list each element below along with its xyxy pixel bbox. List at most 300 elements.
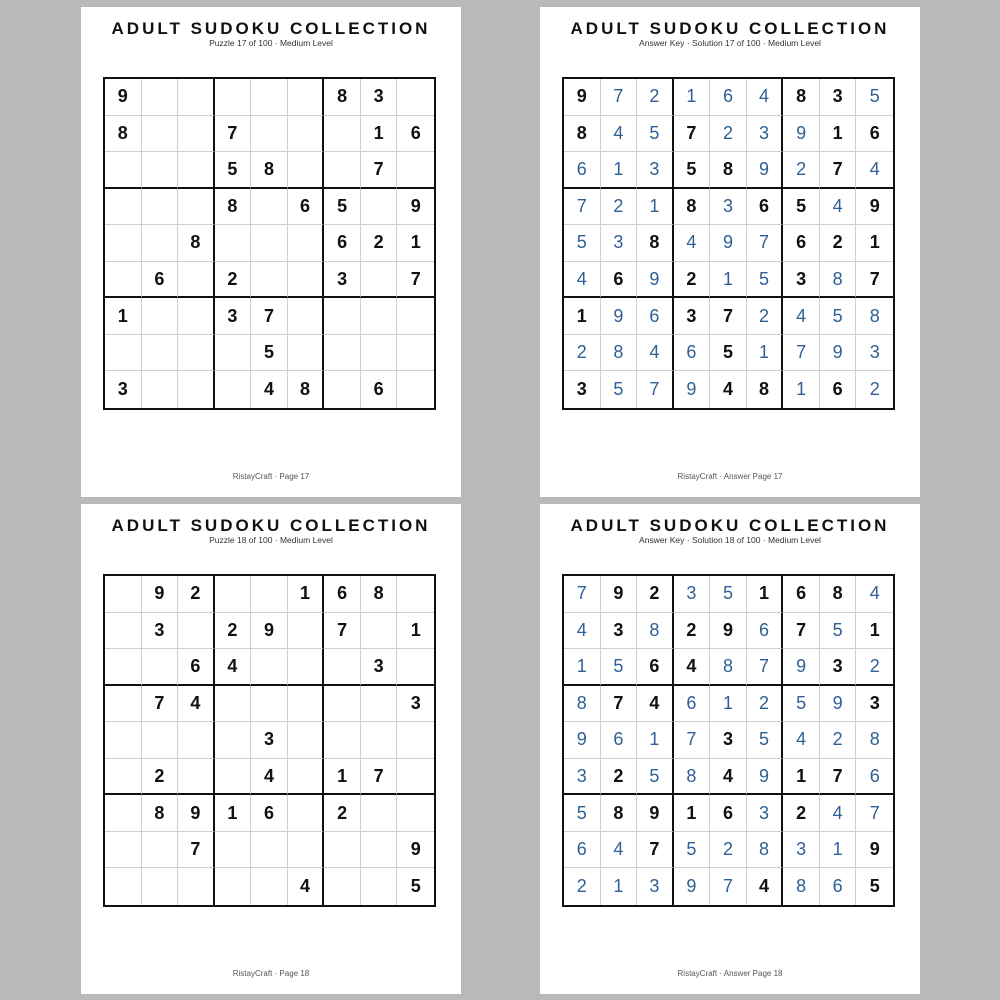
- puzzle-page-18: [81, 504, 461, 994]
- sudoku-cell-r2c7: 9: [783, 116, 820, 153]
- sudoku-cell-r8c6: [288, 335, 325, 372]
- sudoku-cell-r6c5: 4: [251, 759, 288, 796]
- sudoku-cell-r2c2: [142, 116, 179, 153]
- sudoku-cell-r8c7: 7: [783, 335, 820, 372]
- sudoku-cell-r5c1: 9: [564, 722, 601, 759]
- sudoku-cell-r4c5: [251, 686, 288, 723]
- sudoku-cell-r3c8: 3: [820, 649, 857, 686]
- sudoku-cell-r6c5: [251, 262, 288, 299]
- sudoku-cell-r7c9: [397, 298, 434, 335]
- sudoku-cell-r3c6: 9: [747, 152, 784, 189]
- sudoku-cell-r4c9: 3: [397, 686, 434, 723]
- sudoku-cell-r3c2: [142, 152, 179, 189]
- sudoku-cell-r6c1: 3: [564, 759, 601, 796]
- sudoku-cell-r2c4: 2: [674, 613, 711, 650]
- sudoku-cell-r5c2: [142, 722, 179, 759]
- sudoku-cell-r8c5: 5: [710, 335, 747, 372]
- sudoku-cell-r4c9: 9: [397, 189, 434, 226]
- sudoku-cell-r8c8: [361, 832, 398, 869]
- sudoku-cell-r7c6: [288, 795, 325, 832]
- sudoku-cell-r9c6: 8: [747, 371, 784, 408]
- sudoku-cell-r2c8: [361, 613, 398, 650]
- sudoku-cell-r3c9: 4: [856, 152, 893, 189]
- sudoku-cell-r1c8: 8: [361, 576, 398, 613]
- sudoku-cell-r7c4: 3: [215, 298, 252, 335]
- sudoku-cell-r5c9: 1: [397, 225, 434, 262]
- sudoku-cell-r8c9: [397, 335, 434, 372]
- sudoku-cell-r3c5: [251, 649, 288, 686]
- sudoku-cell-r7c7: [324, 298, 361, 335]
- sudoku-cell-r2c4: 7: [215, 116, 252, 153]
- sudoku-cell-r5c8: 2: [820, 225, 857, 262]
- sudoku-cell-r1c7: 8: [324, 79, 361, 116]
- sudoku-cell-r6c6: 9: [747, 759, 784, 796]
- sudoku-cell-r1c9: [397, 576, 434, 613]
- sudoku-cell-r9c2: [142, 371, 179, 408]
- sudoku-cell-r7c1: 5: [564, 795, 601, 832]
- sudoku-cell-r7c2: [142, 298, 179, 335]
- sudoku-cell-r3c1: 6: [564, 152, 601, 189]
- sudoku-cell-r1c5: [251, 79, 288, 116]
- sudoku-cell-r2c6: 6: [747, 613, 784, 650]
- sudoku-cell-r9c5: 4: [251, 371, 288, 408]
- sudoku-cell-r2c6: [288, 116, 325, 153]
- sudoku-cell-r5c5: 3: [251, 722, 288, 759]
- sudoku-cell-r4c6: 2: [747, 686, 784, 723]
- sudoku-cell-r3c1: 1: [564, 649, 601, 686]
- sudoku-cell-r9c5: 7: [710, 868, 747, 905]
- sudoku-cell-r8c9: 9: [856, 832, 893, 869]
- sudoku-cell-r3c8: 3: [361, 649, 398, 686]
- sudoku-cell-r3c3: 3: [637, 152, 674, 189]
- sudoku-cell-r5c7: 6: [783, 225, 820, 262]
- sudoku-cell-r9c7: 1: [783, 371, 820, 408]
- sudoku-cell-r8c5: 2: [710, 832, 747, 869]
- sudoku-cell-r2c7: [324, 116, 361, 153]
- sudoku-cell-r1c8: 8: [820, 576, 857, 613]
- sudoku-cell-r1c8: 3: [820, 79, 857, 116]
- sudoku-cell-r4c8: [361, 189, 398, 226]
- sudoku-cell-r2c8: 1: [361, 116, 398, 153]
- answer-page-17: [540, 7, 920, 497]
- page-footer: RistayCraft · Answer Page 18: [677, 969, 783, 978]
- sudoku-cell-r4c2: 7: [601, 686, 638, 723]
- sudoku-cell-r2c5: 9: [710, 613, 747, 650]
- sudoku-cell-r8c3: 7: [637, 832, 674, 869]
- sudoku-cell-r8c8: [361, 335, 398, 372]
- sudoku-cell-r8c4: 5: [674, 832, 711, 869]
- sudoku-cell-r8c8: 1: [820, 832, 857, 869]
- sudoku-cell-r6c9: [397, 759, 434, 796]
- sudoku-cell-r9c4: 9: [674, 371, 711, 408]
- sudoku-cell-r6c8: 8: [820, 262, 857, 299]
- sudoku-cell-r4c1: [105, 686, 142, 723]
- sudoku-cell-r1c3: 2: [637, 576, 674, 613]
- sudoku-cell-r9c8: [361, 868, 398, 905]
- sudoku-cell-r6c7: 1: [783, 759, 820, 796]
- sudoku-cell-r4c6: 6: [747, 189, 784, 226]
- sudoku-cell-r4c8: [361, 686, 398, 723]
- sudoku-cell-r7c3: [178, 298, 215, 335]
- sudoku-cell-r6c8: 7: [361, 759, 398, 796]
- sudoku-cell-r2c7: 7: [783, 613, 820, 650]
- sudoku-cell-r2c2: 3: [142, 613, 179, 650]
- sudoku-cell-r1c3: 2: [637, 79, 674, 116]
- sudoku-cell-r6c2: 2: [142, 759, 179, 796]
- sudoku-cell-r8c6: [288, 832, 325, 869]
- sudoku-cell-r1c2: 9: [601, 576, 638, 613]
- sudoku-cell-r3c3: 6: [637, 649, 674, 686]
- sudoku-cell-r7c1: 1: [564, 298, 601, 335]
- sudoku-cell-r4c9: 9: [856, 189, 893, 226]
- sudoku-cell-r5c4: [215, 225, 252, 262]
- sudoku-cell-r2c1: 8: [564, 116, 601, 153]
- sudoku-cell-r3c8: 7: [361, 152, 398, 189]
- sudoku-cell-r8c4: 6: [674, 335, 711, 372]
- sudoku-cell-r2c5: 9: [251, 613, 288, 650]
- sudoku-cell-r3c5: 8: [710, 152, 747, 189]
- sudoku-cell-r7c7: 2: [324, 795, 361, 832]
- sudoku-cell-r3c2: [142, 649, 179, 686]
- sudoku-cell-r1c2: [142, 79, 179, 116]
- sudoku-cell-r4c3: 4: [637, 686, 674, 723]
- sudoku-cell-r1c6: 4: [747, 79, 784, 116]
- sudoku-cell-r3c6: [288, 649, 325, 686]
- answer-page-18: [540, 504, 920, 994]
- sudoku-cell-r4c3: [178, 189, 215, 226]
- sudoku-cell-r3c2: 5: [601, 649, 638, 686]
- sudoku-cell-r4c4: 8: [215, 189, 252, 226]
- sudoku-cell-r6c8: 7: [820, 759, 857, 796]
- sudoku-cell-r3c3: [178, 152, 215, 189]
- page-subtitle: Puzzle 18 of 100 · Medium Level: [209, 535, 333, 545]
- sudoku-cell-r3c2: 1: [601, 152, 638, 189]
- sudoku-cell-r6c3: 9: [637, 262, 674, 299]
- sudoku-cell-r3c6: [288, 152, 325, 189]
- sudoku-cell-r9c3: [178, 868, 215, 905]
- sudoku-cell-r6c6: [288, 262, 325, 299]
- sudoku-cell-r5c3: 8: [637, 225, 674, 262]
- sudoku-cell-r9c8: 6: [820, 868, 857, 905]
- sudoku-cell-r7c9: [397, 795, 434, 832]
- sudoku-cell-r1c6: 1: [747, 576, 784, 613]
- sudoku-cell-r5c1: 5: [564, 225, 601, 262]
- sudoku-cell-r5c9: 1: [856, 225, 893, 262]
- sudoku-cell-r5c8: 2: [361, 225, 398, 262]
- sudoku-cell-r7c5: 6: [710, 795, 747, 832]
- sudoku-cell-r6c3: [178, 759, 215, 796]
- sudoku-cell-r7c8: [361, 298, 398, 335]
- sudoku-cell-r8c2: 8: [601, 335, 638, 372]
- sudoku-cell-r6c5: 4: [710, 759, 747, 796]
- sudoku-cell-r2c9: 6: [856, 116, 893, 153]
- sudoku-cell-r6c3: [178, 262, 215, 299]
- sudoku-cell-r3c7: 2: [783, 152, 820, 189]
- sudoku-cell-r4c5: [251, 189, 288, 226]
- sudoku-cell-r7c1: [105, 795, 142, 832]
- sudoku-cell-r2c5: 2: [710, 116, 747, 153]
- sudoku-cell-r5c3: 1: [637, 722, 674, 759]
- sudoku-cell-r1c2: 9: [142, 576, 179, 613]
- sudoku-cell-r6c6: 5: [747, 262, 784, 299]
- sudoku-cell-r2c9: 1: [856, 613, 893, 650]
- sudoku-cell-r6c5: 1: [710, 262, 747, 299]
- sudoku-cell-r9c9: 2: [869, 379, 880, 400]
- sudoku-cell-r9c4: [215, 868, 252, 905]
- sudoku-cell-r5c8: [361, 722, 398, 759]
- sudoku-cell-r6c2: 6: [601, 262, 638, 299]
- sudoku-cell-r6c4: 8: [674, 759, 711, 796]
- sudoku-cell-r4c2: [142, 189, 179, 226]
- sudoku-cell-r6c2: 2: [601, 759, 638, 796]
- sudoku-cell-r6c8: [361, 262, 398, 299]
- sudoku-cell-r9c2: 5: [601, 371, 638, 408]
- sudoku-cell-r9c1: 3: [564, 371, 601, 408]
- sudoku-cell-r1c3: 2: [178, 576, 215, 613]
- sudoku-cell-r1c7: 6: [783, 576, 820, 613]
- sudoku-cell-r3c4: 5: [215, 152, 252, 189]
- sudoku-cell-r9c1: 2: [564, 868, 601, 905]
- page-footer: RistayCraft · Page 17: [232, 472, 310, 481]
- sudoku-cell-r2c2: 4: [601, 116, 638, 153]
- sudoku-cell-r1c9: 4: [856, 576, 893, 613]
- sudoku-cell-r3c8: 7: [820, 152, 857, 189]
- sudoku-cell-r7c4: 3: [674, 298, 711, 335]
- sudoku-cell-r6c1: 4: [564, 262, 601, 299]
- sudoku-cell-r9c9: [397, 371, 434, 408]
- sudoku-cell-r8c6: 1: [747, 335, 784, 372]
- sudoku-cell-r3c4: 4: [674, 649, 711, 686]
- sudoku-cell-r5c3: [178, 722, 215, 759]
- sudoku-cell-r2c5: [251, 116, 288, 153]
- sudoku-cell-r2c6: [288, 613, 325, 650]
- sudoku-cell-r4c7: 5: [783, 686, 820, 723]
- sudoku-cell-r5c2: [142, 225, 179, 262]
- sudoku-cell-r2c4: 2: [215, 613, 252, 650]
- sudoku-cell-r4c8: 9: [820, 686, 857, 723]
- sudoku-cell-r9c7: 8: [783, 868, 820, 905]
- sudoku-grid: [103, 574, 436, 907]
- sudoku-cell-r2c7: 7: [324, 613, 361, 650]
- sudoku-cell-r6c1: [105, 262, 142, 299]
- sudoku-cell-r3c9: 2: [856, 649, 893, 686]
- sudoku-cell-r9c2: 1: [601, 868, 638, 905]
- sudoku-cell-r7c8: 5: [820, 298, 857, 335]
- sudoku-cell-r3c4: 5: [674, 152, 711, 189]
- sudoku-cell-r7c5: 7: [710, 298, 747, 335]
- sudoku-cell-r1c6: [288, 79, 325, 116]
- sudoku-cell-r6c9: 6: [856, 759, 893, 796]
- sudoku-cell-r1c7: 8: [783, 79, 820, 116]
- sudoku-cell-r3c9: [397, 152, 434, 189]
- sudoku-cell-r4c4: [215, 686, 252, 723]
- sudoku-cell-r5c5: [251, 225, 288, 262]
- sudoku-cell-r8c7: [324, 335, 361, 372]
- sudoku-cell-r9c9: 5: [410, 876, 421, 897]
- sudoku-cell-r9c3: 7: [637, 371, 674, 408]
- page-title: ADULT SUDOKU COLLECTION: [570, 516, 890, 535]
- sudoku-cell-r4c3: 4: [178, 686, 215, 723]
- sudoku-cell-r6c9: 7: [856, 262, 893, 299]
- sudoku-cell-r5c6: [288, 722, 325, 759]
- sudoku-cell-r6c7: 3: [783, 262, 820, 299]
- sudoku-cell-r9c6: 8: [288, 371, 325, 408]
- sudoku-cell-r7c9: 8: [856, 298, 893, 335]
- sudoku-cell-r8c1: 2: [564, 335, 601, 372]
- sudoku-cell-r8c9: 9: [397, 832, 434, 869]
- sudoku-cell-r8c1: [105, 335, 142, 372]
- sudoku-cell-r5c4: 4: [674, 225, 711, 262]
- sudoku-cell-r7c5: 7: [251, 298, 288, 335]
- sudoku-cell-r5c5: 9: [710, 225, 747, 262]
- sudoku-cell-r8c6: 8: [747, 832, 784, 869]
- page-subtitle: Puzzle 17 of 100 · Medium Level: [209, 38, 333, 48]
- sudoku-cell-r4c9: 3: [856, 686, 893, 723]
- sudoku-cell-r2c1: 8: [105, 116, 142, 153]
- sudoku-cell-r3c1: [105, 649, 142, 686]
- sudoku-cell-r6c2: 6: [142, 262, 179, 299]
- sudoku-cell-r8c2: [142, 335, 179, 372]
- sudoku-cell-r5c2: 6: [601, 722, 638, 759]
- sudoku-cell-r2c3: 8: [637, 613, 674, 650]
- sudoku-cell-r9c3: 3: [637, 868, 674, 905]
- sudoku-cell-r9c7: [324, 371, 361, 408]
- sudoku-cell-r1c4: 3: [674, 576, 711, 613]
- page-footer: RistayCraft · Answer Page 17: [677, 472, 783, 481]
- sudoku-cell-r9c5: 4: [710, 371, 747, 408]
- sudoku-cell-r6c4: [215, 759, 252, 796]
- sudoku-cell-r8c3: 7: [178, 832, 215, 869]
- sudoku-cell-r1c1: 9: [105, 79, 142, 116]
- sudoku-cell-r1c2: 7: [601, 79, 638, 116]
- sudoku-cell-r9c6: 4: [288, 868, 325, 905]
- sudoku-cell-r1c3: [178, 79, 215, 116]
- sudoku-cell-r6c4: 2: [674, 262, 711, 299]
- sudoku-cell-r3c7: [324, 152, 361, 189]
- sudoku-cell-r3c5: 8: [251, 152, 288, 189]
- sudoku-cell-r4c5: 3: [710, 189, 747, 226]
- sudoku-cell-r9c5: [251, 868, 288, 905]
- sudoku-cell-r2c6: 3: [747, 116, 784, 153]
- sudoku-cell-r5c4: 7: [674, 722, 711, 759]
- page-title: ADULT SUDOKU COLLECTION: [111, 516, 431, 535]
- sudoku-cell-r7c4: 1: [674, 795, 711, 832]
- sudoku-cell-r7c1: 1: [105, 298, 142, 335]
- sudoku-cell-r6c7: 1: [324, 759, 361, 796]
- sudoku-cell-r9c1: 3: [105, 371, 142, 408]
- sudoku-cell-r1c8: 3: [361, 79, 398, 116]
- sudoku-cell-r1c9: [397, 79, 434, 116]
- sudoku-cell-r8c4: [215, 832, 252, 869]
- sudoku-cell-r7c8: 4: [820, 795, 857, 832]
- sudoku-cell-r9c2: [142, 868, 179, 905]
- sudoku-cell-r5c9: [397, 722, 434, 759]
- sudoku-cell-r5c9: 8: [856, 722, 893, 759]
- sudoku-cell-r1c1: [105, 576, 142, 613]
- sudoku-cell-r4c1: 8: [564, 686, 601, 723]
- sudoku-cell-r1c6: 1: [288, 576, 325, 613]
- sudoku-cell-r2c1: 4: [564, 613, 601, 650]
- sudoku-cell-r6c1: [105, 759, 142, 796]
- sudoku-cell-r3c3: 6: [178, 649, 215, 686]
- sudoku-cell-r9c1: [105, 868, 142, 905]
- sudoku-cell-r8c5: [251, 832, 288, 869]
- sudoku-cell-r4c3: 1: [637, 189, 674, 226]
- sudoku-cell-r9c9: 5: [869, 876, 880, 897]
- sudoku-cell-r1c5: [251, 576, 288, 613]
- sudoku-cell-r7c3: 9: [178, 795, 215, 832]
- sudoku-cell-r7c2: 9: [601, 298, 638, 335]
- sudoku-cell-r3c5: 8: [710, 649, 747, 686]
- sudoku-cell-r4c6: [288, 686, 325, 723]
- sudoku-cell-r4c2: 2: [601, 189, 638, 226]
- sudoku-cell-r4c4: 6: [674, 686, 711, 723]
- sudoku-cell-r1c1: 9: [564, 79, 601, 116]
- sudoku-cell-r8c3: 4: [637, 335, 674, 372]
- sudoku-cell-r1c9: 5: [856, 79, 893, 116]
- sudoku-cell-r4c7: 5: [783, 189, 820, 226]
- page-title: ADULT SUDOKU COLLECTION: [570, 19, 890, 38]
- sudoku-cell-r8c1: 6: [564, 832, 601, 869]
- sudoku-cell-r2c1: [105, 613, 142, 650]
- sudoku-cell-r6c9: 7: [397, 262, 434, 299]
- sudoku-cell-r5c6: 7: [747, 225, 784, 262]
- sudoku-grid: [103, 77, 436, 410]
- sudoku-cell-r9c4: 9: [674, 868, 711, 905]
- sudoku-cell-r4c7: 5: [324, 189, 361, 226]
- sudoku-cell-r4c1: [105, 189, 142, 226]
- sudoku-solution-grid: [562, 77, 895, 410]
- sudoku-cell-r1c4: [215, 79, 252, 116]
- sudoku-cell-r5c1: [105, 722, 142, 759]
- sudoku-cell-r8c2: 4: [601, 832, 638, 869]
- sudoku-cell-r5c7: 6: [324, 225, 361, 262]
- sudoku-cell-r1c4: [215, 576, 252, 613]
- sudoku-cell-r8c2: [142, 832, 179, 869]
- sudoku-cell-r4c2: 7: [142, 686, 179, 723]
- sudoku-cell-r7c2: 8: [142, 795, 179, 832]
- sudoku-cell-r9c3: [178, 371, 215, 408]
- sudoku-cell-r7c6: 3: [747, 795, 784, 832]
- sudoku-cell-r7c6: 2: [747, 298, 784, 335]
- sudoku-cell-r7c6: [288, 298, 325, 335]
- sudoku-cell-r4c7: [324, 686, 361, 723]
- sudoku-cell-r9c4: [215, 371, 252, 408]
- sudoku-cell-r5c8: 2: [820, 722, 857, 759]
- sudoku-cell-r8c7: [324, 832, 361, 869]
- sudoku-cell-r2c8: 1: [820, 116, 857, 153]
- sudoku-cell-r8c7: 3: [783, 832, 820, 869]
- sudoku-cell-r1c5: 5: [710, 576, 747, 613]
- sudoku-cell-r2c9: 1: [397, 613, 434, 650]
- sudoku-cell-r6c3: 5: [637, 759, 674, 796]
- sudoku-cell-r6c4: 2: [215, 262, 252, 299]
- sudoku-cell-r5c7: 4: [783, 722, 820, 759]
- sudoku-cell-r4c4: 8: [674, 189, 711, 226]
- sudoku-cell-r4c5: 1: [710, 686, 747, 723]
- page-footer: RistayCraft · Page 18: [232, 969, 310, 978]
- sudoku-cell-r6c7: 3: [324, 262, 361, 299]
- sudoku-cell-r1c1: 7: [564, 576, 601, 613]
- sudoku-cell-r8c5: 5: [251, 335, 288, 372]
- sudoku-cell-r7c8: [361, 795, 398, 832]
- sudoku-cell-r5c4: [215, 722, 252, 759]
- sudoku-cell-r2c3: [178, 116, 215, 153]
- sudoku-cell-r3c7: 9: [783, 649, 820, 686]
- sudoku-cell-r3c9: [397, 649, 434, 686]
- sudoku-cell-r8c1: [105, 832, 142, 869]
- sudoku-cell-r9c8: 6: [361, 371, 398, 408]
